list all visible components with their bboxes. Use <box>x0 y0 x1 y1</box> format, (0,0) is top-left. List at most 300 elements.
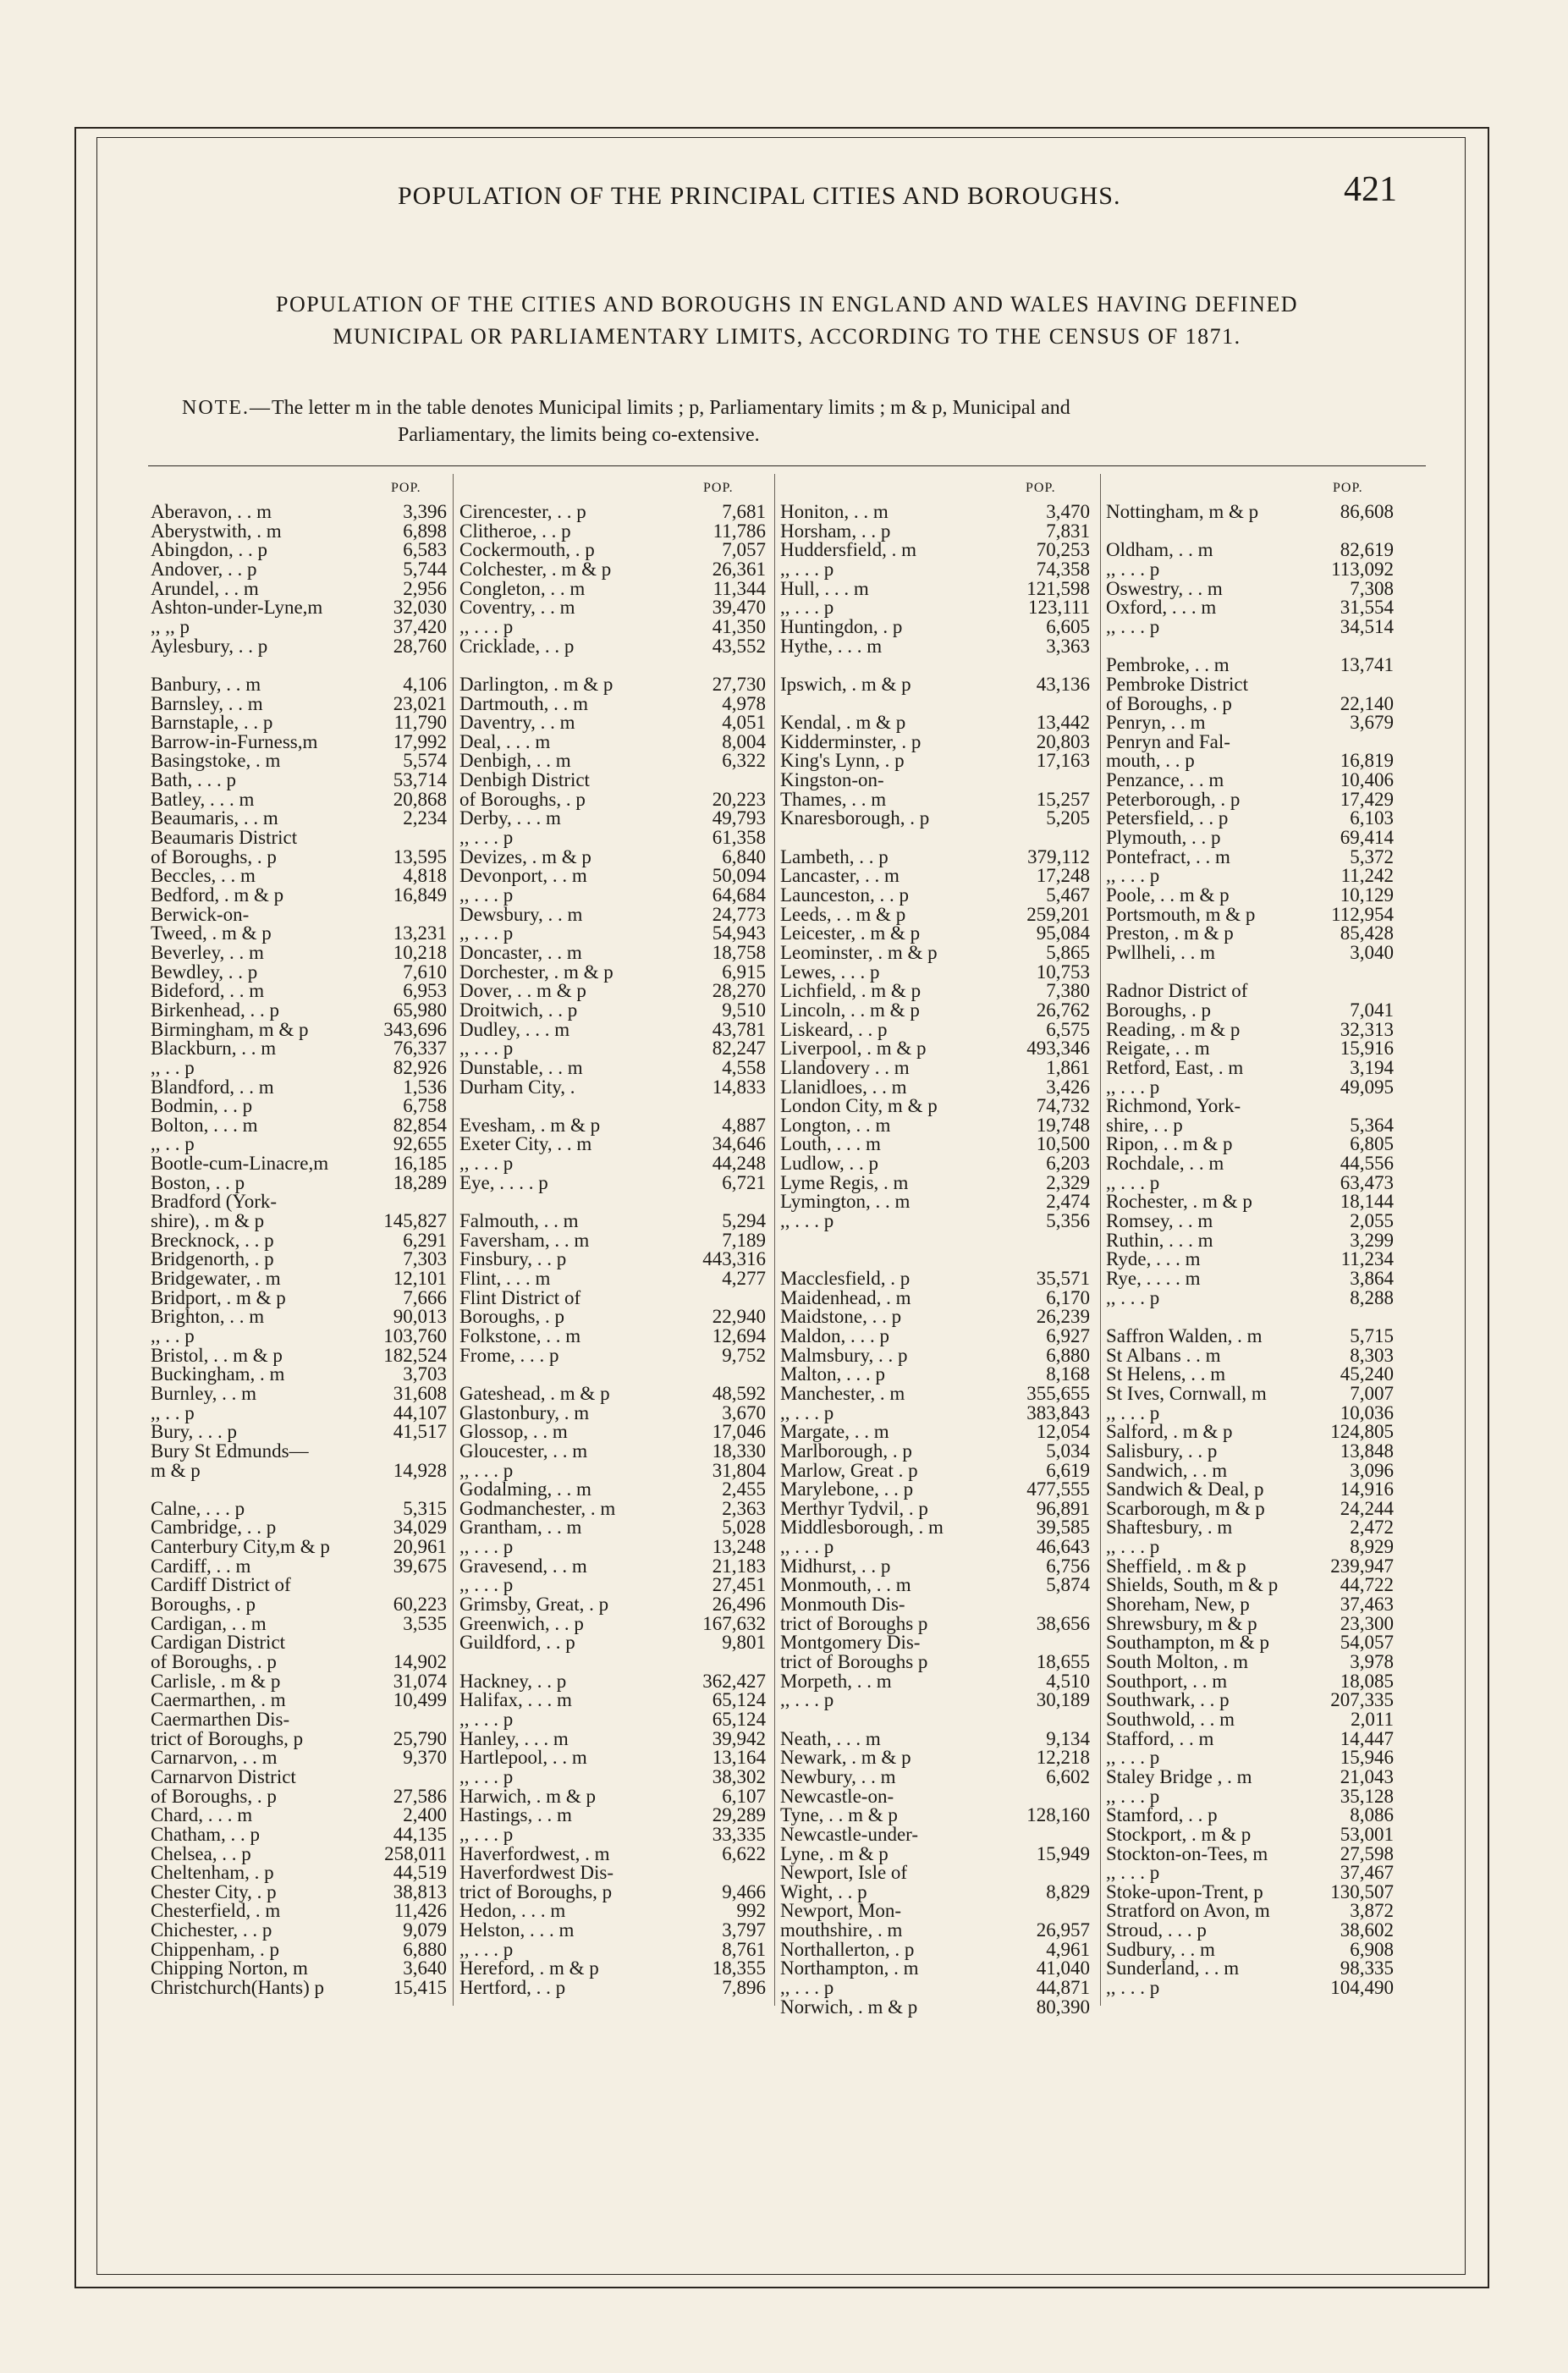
population-value: 41,040 <box>1036 1957 1090 1979</box>
population-value: 2,055 <box>1350 1210 1394 1232</box>
population-value: 6,927 <box>1046 1324 1090 1346</box>
place-name: ,, . . . p <box>1106 1171 1160 1193</box>
place-name: ,, . . . p <box>459 922 514 944</box>
table-row <box>780 1210 1090 1232</box>
place-name: Finsbury, . . p <box>459 1248 567 1270</box>
population-value: 3,703 <box>403 1363 447 1385</box>
place-name: Sudbury, . . m <box>1106 1938 1215 1960</box>
population-value: 13,248 <box>712 1536 766 1558</box>
population-value: 6,880 <box>1046 1344 1090 1366</box>
population-value: 15,916 <box>1340 1038 1394 1060</box>
population-value: 5,205 <box>1046 807 1090 829</box>
place-name: Greenwich, . . p <box>459 1612 584 1634</box>
place-name: Louth, . . . m <box>780 1133 881 1155</box>
place-name: Oswestry, . . m <box>1106 577 1223 599</box>
population-value: 48,592 <box>712 1382 766 1404</box>
place-name: mouth, . . p <box>1106 750 1195 772</box>
population-value: 1,536 <box>403 1076 447 1098</box>
population-value: 4,978 <box>722 692 766 714</box>
population-value: 343,696 <box>383 1018 447 1040</box>
population-value: 443,316 <box>702 1248 766 1270</box>
population-value: 14,902 <box>393 1651 447 1672</box>
place-name: Manchester, . m <box>780 1382 905 1404</box>
place-name: Maidenhead, . m <box>780 1286 911 1308</box>
table-row <box>780 636 1090 658</box>
place-name: St Albans . . m <box>1106 1344 1221 1366</box>
population-value: 44,556 <box>1340 1153 1394 1175</box>
pop-column-header: POP. <box>1333 481 1363 495</box>
place-name: Evesham, . m & p <box>459 1114 601 1136</box>
population-value: 7,896 <box>722 1977 766 1999</box>
population-value: 4,887 <box>722 1114 766 1136</box>
place-name: Rochdale, . . m <box>1106 1153 1224 1175</box>
population-value: 6,322 <box>722 750 766 772</box>
population-value: 7,007 <box>1350 1382 1394 1404</box>
population-value: 46,643 <box>1036 1536 1090 1558</box>
place-name: ,, . . . p <box>1106 558 1160 580</box>
population-value: 103,760 <box>383 1324 447 1346</box>
population-value: 9,752 <box>722 1344 766 1366</box>
place-name: Barnsley, . . m <box>151 692 263 714</box>
place-name: St Ives, Cornwall, m <box>1106 1382 1267 1404</box>
place-name: Penryn, . . m <box>1106 712 1206 734</box>
place-name: Coventry, . . m <box>459 597 575 619</box>
population-column-2 <box>459 481 766 2004</box>
population-value: 31,608 <box>393 1382 447 1404</box>
population-value: 8,086 <box>1350 1804 1394 1826</box>
place-name: Morpeth, . . m <box>780 1670 892 1692</box>
place-name: Reigate, . . m <box>1106 1038 1210 1060</box>
place-name: Birkenhead, . . p <box>151 999 280 1021</box>
population-value: 53,001 <box>1340 1823 1394 1845</box>
place-name: ,, . . . p <box>459 1153 514 1175</box>
place-name: Sheffield, . m & p <box>1106 1555 1246 1577</box>
population-value: 14,916 <box>1340 1478 1394 1500</box>
population-value: 33,335 <box>712 1823 766 1845</box>
place-name: Launceston, . . p <box>780 884 910 906</box>
population-value: 25,790 <box>393 1727 447 1749</box>
place-name: Southampton, m & p <box>1106 1632 1269 1654</box>
population-value: 2,474 <box>1046 1191 1090 1213</box>
place-name: Bridport, . m & p <box>151 1286 286 1308</box>
place-name: Hanley, . . . m <box>459 1727 569 1749</box>
population-value: 8,004 <box>722 730 766 752</box>
population-value: 6,840 <box>722 845 766 867</box>
place-name: Bideford, . . m <box>151 980 265 1002</box>
place-name: Flint District of <box>459 1286 581 1308</box>
place-name: Lincoln, . . m & p <box>780 999 920 1021</box>
population-value: 10,406 <box>1340 769 1394 791</box>
place-name: Caermarthen, . m <box>151 1689 286 1711</box>
place-name: of Boroughs, . p <box>151 1651 277 1672</box>
population-value: 3,670 <box>722 1401 766 1423</box>
place-name: m & p <box>151 1459 201 1481</box>
note-label: NOTE.— <box>182 397 272 419</box>
population-value: 32,313 <box>1340 1018 1394 1040</box>
place-name: Beverley, . . m <box>151 941 264 963</box>
place-name: Blackburn, . . m <box>151 1038 277 1060</box>
place-name: Shrewsbury, m & p <box>1106 1612 1257 1634</box>
population-value: 5,865 <box>1046 941 1090 963</box>
population-value: 477,555 <box>1026 1478 1090 1500</box>
place-name: trict of Boroughs p <box>780 1651 928 1672</box>
place-name: Stratford on Avon, m <box>1106 1900 1270 1922</box>
place-name: Nottingham, m & p <box>1106 501 1259 522</box>
population-value: 11,786 <box>712 520 766 542</box>
population-value: 1,861 <box>1046 1056 1090 1078</box>
place-name: ,, . . . p <box>459 1459 514 1481</box>
population-value: 30,189 <box>1036 1689 1090 1711</box>
column-divider <box>453 474 454 2006</box>
place-name: Hertford, . . p <box>459 1977 566 1999</box>
place-name: Blandford, . . m <box>151 1076 274 1098</box>
table-row <box>459 1345 766 1367</box>
population-value: 8,168 <box>1046 1363 1090 1385</box>
population-value: 9,510 <box>722 999 766 1021</box>
place-name: Scarborough, m & p <box>1106 1497 1265 1519</box>
population-value: 9,134 <box>1046 1727 1090 1749</box>
place-name: Shoreham, New, p <box>1106 1594 1250 1616</box>
place-name: ,, . . . p <box>459 827 514 849</box>
population-value: 64,684 <box>712 884 766 906</box>
population-value: 82,926 <box>393 1056 447 1078</box>
population-value: 3,640 <box>403 1957 447 1979</box>
place-name: Carlisle, . m & p <box>151 1670 281 1692</box>
population-value: 124,805 <box>1330 1421 1394 1443</box>
place-name: Ashton-under-Lyne,m <box>151 597 323 619</box>
place-name: Longton, . . m <box>780 1114 891 1136</box>
population-column-3 <box>780 481 1090 2018</box>
place-name: Aylesbury, . . p <box>151 635 268 657</box>
population-value: 3,363 <box>1046 635 1090 657</box>
population-column-1 <box>151 481 447 2004</box>
place-name: Christchurch(Hants) p <box>151 1977 325 1999</box>
population-value: 20,223 <box>712 788 766 810</box>
population-value: 6,107 <box>722 1785 766 1807</box>
place-name: Lancaster, . . m <box>780 865 900 887</box>
place-name: South Molton, . m <box>1106 1651 1249 1672</box>
pop-column-header: POP. <box>1026 481 1056 495</box>
column-divider <box>774 474 775 2006</box>
population-value: 18,144 <box>1340 1191 1394 1213</box>
place-name: Llanidloes, . . m <box>780 1076 907 1098</box>
population-value: 11,426 <box>393 1900 447 1922</box>
place-name: ,, . . . p <box>459 1823 514 1845</box>
place-name: Devonport, . . m <box>459 865 587 887</box>
population-value: 10,218 <box>393 941 447 963</box>
place-name: Birmingham, m & p <box>151 1018 309 1040</box>
place-name: Congleton, . . m <box>459 577 586 599</box>
population-value: 10,500 <box>1036 1133 1090 1155</box>
place-name: Basingstoke, . m <box>151 750 281 772</box>
population-value: 38,302 <box>712 1765 766 1787</box>
place-name: Beaumaris District <box>151 827 298 849</box>
place-name: Denbigh, . . m <box>459 750 571 772</box>
population-value: 7,380 <box>1046 980 1090 1002</box>
table-row <box>459 1172 766 1194</box>
place-name: Boroughs, . p <box>151 1594 256 1616</box>
place-name: Falmouth, . . m <box>459 1210 579 1232</box>
place-name: Pwllheli, . . m <box>1106 941 1216 963</box>
place-name: Droitwich, . . p <box>459 999 578 1021</box>
population-value: 41,350 <box>712 615 766 637</box>
population-value: 74,732 <box>1036 1095 1090 1117</box>
place-name: Bridgenorth, . p <box>151 1248 274 1270</box>
place-name: Newport, Isle of <box>780 1862 908 1884</box>
place-name: Godmanchester, . m <box>459 1497 616 1519</box>
population-value: 11,790 <box>393 712 447 734</box>
place-name: ,, . . p <box>151 1401 195 1423</box>
population-value: 493,346 <box>1026 1038 1090 1060</box>
place-name: Eye, . . . . p <box>459 1171 548 1193</box>
population-value: 4,277 <box>722 1268 766 1289</box>
population-value: 65,124 <box>712 1708 766 1730</box>
population-value: 7,189 <box>722 1229 766 1251</box>
population-value: 17,248 <box>1036 865 1090 887</box>
population-value: 4,961 <box>1046 1938 1090 1960</box>
place-name: Carnarvon, . . m <box>151 1747 278 1769</box>
population-value: 6,291 <box>403 1229 447 1251</box>
place-name: Sandwich, . . m <box>1106 1459 1228 1481</box>
population-value: 7,681 <box>722 501 766 522</box>
place-name: Clitheroe, . . p <box>459 520 571 542</box>
place-name: Durham City, . <box>459 1076 575 1098</box>
place-name: Leicester, . m & p <box>780 922 921 944</box>
population-value: 3,470 <box>1046 501 1090 522</box>
place-name: Newport, Mon- <box>780 1900 902 1922</box>
population-value: 39,470 <box>712 597 766 619</box>
place-name: Lewes, . . . p <box>780 961 880 983</box>
place-name: Maidstone, . . p <box>780 1306 902 1328</box>
population-value: 16,819 <box>1340 750 1394 772</box>
population-value: 13,442 <box>1036 712 1090 734</box>
place-name: Leeds, . . m & p <box>780 903 906 925</box>
place-name: Bodmin, . . p <box>151 1095 253 1117</box>
place-name: Carnarvon District <box>151 1765 296 1787</box>
population-value: 9,079 <box>403 1919 447 1941</box>
place-name: Chichester, . . p <box>151 1919 272 1941</box>
population-value: 992 <box>736 1900 766 1922</box>
place-name: of Boroughs, . p <box>459 788 586 810</box>
population-value: 17,429 <box>1340 788 1394 810</box>
place-name: Bedford, . m & p <box>151 884 284 906</box>
place-name: Devizes, . m & p <box>459 845 591 867</box>
population-value: 5,028 <box>722 1517 766 1539</box>
place-name: Northallerton, . p <box>780 1938 915 1960</box>
population-value: 3,426 <box>1046 1076 1090 1098</box>
place-name: Saffron Walden, . m <box>1106 1324 1263 1346</box>
population-value: 27,730 <box>712 673 766 695</box>
population-value: 16,849 <box>393 884 447 906</box>
place-name: of Boroughs, . p <box>1106 692 1232 714</box>
population-value: 23,021 <box>393 692 447 714</box>
population-value: 5,034 <box>1046 1440 1090 1462</box>
population-value: 22,140 <box>1340 692 1394 714</box>
population-value: 31,804 <box>712 1459 766 1481</box>
place-name: Glastonbury, . m <box>459 1401 590 1423</box>
place-name: Monmouth, . . m <box>780 1574 911 1596</box>
place-name: Knaresborough, . p <box>780 807 930 829</box>
place-name: Dewsbury, . . m <box>459 903 583 925</box>
place-name: Gateshead, . m & p <box>459 1382 610 1404</box>
place-name: Dover, . . m & p <box>459 980 586 1002</box>
population-value: 123,111 <box>1027 597 1090 619</box>
population-value: 20,961 <box>393 1536 447 1558</box>
table-row <box>780 1996 1090 2018</box>
place-name: Deal, . . . m <box>459 730 551 752</box>
place-name: Lichfield, . m & p <box>780 980 922 1002</box>
population-value: 145,827 <box>383 1210 447 1232</box>
population-value: 39,585 <box>1036 1517 1090 1539</box>
population-value: 3,679 <box>1350 712 1394 734</box>
place-name: Folkstone, . . m <box>459 1324 581 1346</box>
place-name: Newcastle-under- <box>780 1823 919 1845</box>
population-value: 45,240 <box>1340 1363 1394 1385</box>
table-title-line-1: POPULATION OF THE CITIES AND BOROUGHS IN ENGLAND AND WALES HAVING DEFINED <box>275 292 1298 317</box>
place-name: Chatham, . . p <box>151 1823 261 1845</box>
running-head: POPULATION OF THE PRINCIPAL CITIES AND BOROUGHS. <box>398 182 1121 210</box>
table-row <box>1106 616 1394 638</box>
place-name: Thames, . . m <box>780 788 887 810</box>
population-value: 6,915 <box>722 961 766 983</box>
place-name: ,, . . . p <box>459 1765 514 1787</box>
place-name: Petersfield, . . p <box>1106 807 1229 829</box>
population-value: 15,949 <box>1036 1842 1090 1864</box>
population-value: 4,106 <box>403 673 447 695</box>
population-value: 16,185 <box>393 1153 447 1175</box>
place-name: Cockermouth, . p <box>459 539 595 561</box>
place-name: Aberavon, . . m <box>151 501 272 522</box>
place-name: Bolton, . . . m <box>151 1114 258 1136</box>
place-name: Calne, . . . p <box>151 1497 245 1519</box>
population-value: 43,136 <box>1036 673 1090 695</box>
population-value: 18,289 <box>393 1171 447 1193</box>
place-name: ,, . . . p <box>459 1536 514 1558</box>
place-name: Lymington, . . m <box>780 1191 911 1213</box>
population-value: 35,128 <box>1340 1785 1394 1807</box>
population-value: 5,356 <box>1046 1210 1090 1232</box>
place-name: Huddersfield, . m <box>780 539 916 561</box>
population-value: 6,805 <box>1350 1133 1394 1155</box>
place-name: Glossop, . . m <box>459 1421 568 1443</box>
population-value: 6,721 <box>722 1171 766 1193</box>
population-value: 11,344 <box>712 577 766 599</box>
population-value: 9,370 <box>403 1747 447 1769</box>
place-name: Romsey, . . m <box>1106 1210 1213 1232</box>
population-value: 35,571 <box>1036 1268 1090 1289</box>
population-value: 44,519 <box>393 1862 447 1884</box>
population-value: 92,655 <box>393 1133 447 1155</box>
place-name: Caermarthen Dis- <box>151 1708 290 1730</box>
note-line-2: Parliamentary, the limits being co-extensive. <box>398 424 760 446</box>
column-divider <box>1100 474 1101 2006</box>
population-value: 80,390 <box>1036 1996 1090 2018</box>
population-value: 182,524 <box>383 1344 447 1366</box>
population-value: 14,928 <box>393 1459 447 1481</box>
place-name: Cheltenham, . p <box>151 1862 274 1884</box>
place-name: Hackney, . . p <box>459 1670 567 1692</box>
place-name: Richmond, York- <box>1106 1095 1241 1117</box>
place-name: Poole, . . m & p <box>1106 884 1230 906</box>
place-name: Grimsby, Great, . p <box>459 1594 609 1616</box>
population-value: 95,084 <box>1036 922 1090 944</box>
population-value: 20,868 <box>393 788 447 810</box>
place-name: Stoke-upon-Trent, p <box>1106 1880 1263 1902</box>
place-name: Banbury, . . m <box>151 673 261 695</box>
population-value: 21,043 <box>1340 1765 1394 1787</box>
place-name: Staley Bridge , . m <box>1106 1765 1252 1787</box>
population-value: 3,797 <box>722 1919 766 1941</box>
population-value: 65,124 <box>712 1689 766 1711</box>
population-value: 12,218 <box>1036 1747 1090 1769</box>
place-name: Rye, . . . . m <box>1106 1268 1201 1289</box>
place-name: ,, . . . p <box>1106 1536 1160 1558</box>
population-value: 4,051 <box>722 712 766 734</box>
place-name: ,, . . . p <box>459 1574 514 1596</box>
population-value: 54,057 <box>1340 1632 1394 1654</box>
place-name: Kendal, . m & p <box>780 712 906 734</box>
population-value: 6,908 <box>1350 1938 1394 1960</box>
note-line-1 <box>182 394 1426 422</box>
population-value: 10,129 <box>1340 884 1394 906</box>
place-name: ,, . . . p <box>780 558 834 580</box>
population-value: 13,741 <box>1340 654 1394 676</box>
place-name: Cirencester, . . p <box>459 501 586 522</box>
place-name: Stamford, . . p <box>1106 1804 1218 1826</box>
place-name: Denbigh District <box>459 769 590 791</box>
place-name: of Boroughs, . p <box>151 1785 277 1807</box>
population-value: 29,289 <box>712 1804 766 1826</box>
place-name: Gravesend, . . m <box>459 1555 587 1577</box>
place-name: Tweed, . m & p <box>151 922 272 944</box>
place-name: Barrow-in-Furness,m <box>151 730 318 752</box>
place-name: Norwich, . m & p <box>780 1996 918 2018</box>
population-value: 6,602 <box>1046 1765 1090 1787</box>
population-value: 22,940 <box>712 1306 766 1328</box>
population-value: 13,848 <box>1340 1440 1394 1462</box>
place-name: Hythe, . . . m <box>780 635 883 657</box>
place-name: Hastings, . . m <box>459 1804 572 1826</box>
population-value: 362,427 <box>702 1670 766 1692</box>
place-name: Llandovery . . m <box>780 1056 910 1078</box>
place-name: Brecknock, . . p <box>151 1229 274 1251</box>
place-name: ,, . . . p <box>459 615 514 637</box>
place-name: ,, . . . p <box>1106 865 1160 887</box>
place-name: Halifax, . . . m <box>459 1689 572 1711</box>
population-value: 6,622 <box>722 1842 766 1864</box>
population-value: 3,864 <box>1350 1268 1394 1289</box>
place-name: Penzance, . . m <box>1106 769 1224 791</box>
population-value: 10,499 <box>393 1689 447 1711</box>
population-value: 74,358 <box>1036 558 1090 580</box>
place-name: Radnor District of <box>1106 980 1248 1002</box>
population-value: 6,605 <box>1046 615 1090 637</box>
place-name: Honiton, . . m <box>780 501 889 522</box>
population-value: 5,874 <box>1046 1574 1090 1596</box>
population-value: 10,753 <box>1036 961 1090 983</box>
population-value: 6,953 <box>403 980 447 1002</box>
place-name: ,, . . . p <box>1106 1076 1160 1098</box>
place-name: Pontefract, . . m <box>1106 845 1230 867</box>
population-value: 44,248 <box>712 1153 766 1175</box>
population-value: 39,942 <box>712 1727 766 1749</box>
place-name: Shields, South, m & p <box>1106 1574 1279 1596</box>
place-name: Newcastle-on- <box>780 1785 894 1807</box>
population-value: 76,337 <box>393 1038 447 1060</box>
population-value: 6,203 <box>1046 1153 1090 1175</box>
population-value: 2,234 <box>403 807 447 829</box>
population-value: 44,722 <box>1340 1574 1394 1596</box>
